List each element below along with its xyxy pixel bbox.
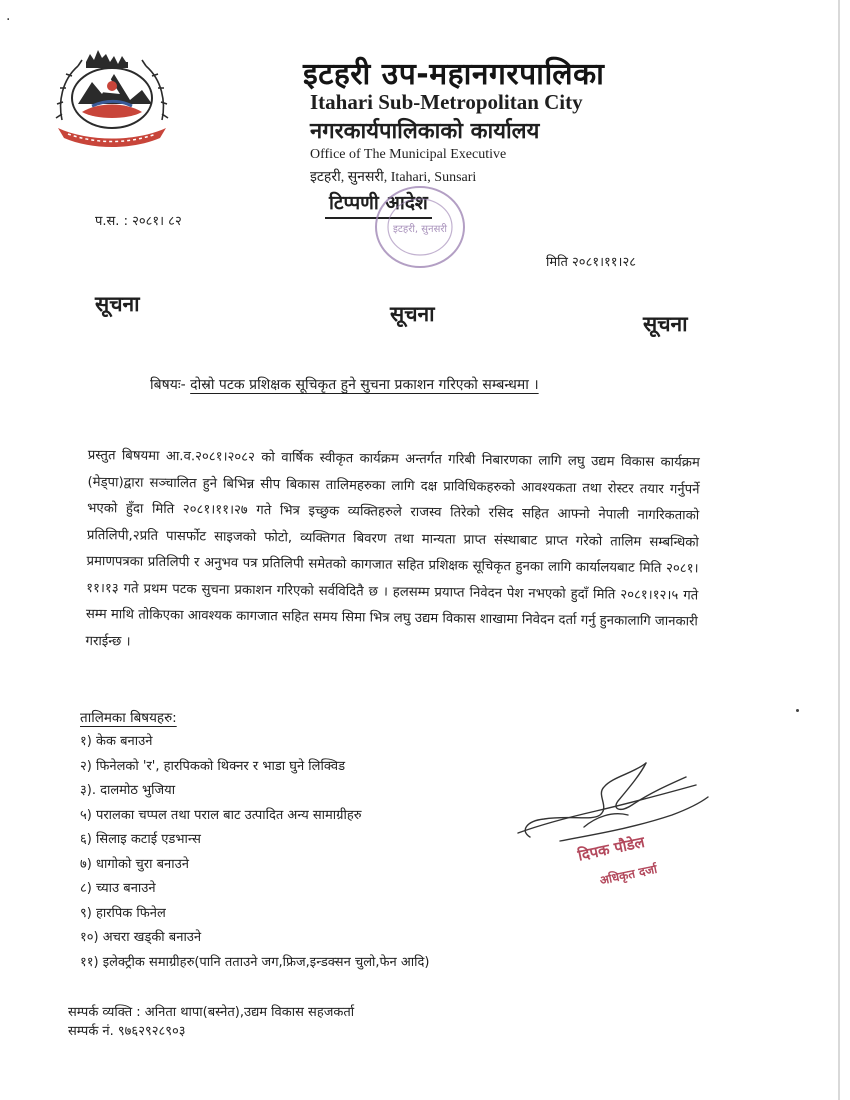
org-name-english: Itahari Sub-Metropolitan City [310, 90, 583, 114]
office-address: इटहरी, सुनसरी, Itahari, Sunsari [310, 170, 477, 185]
office-name-nepali: नगरकार्यपालिकाको कार्यालय [310, 119, 540, 144]
training-topics-list [80, 730, 430, 975]
official-stamp-icon [372, 182, 468, 272]
subject-text: दोस्रो पटक प्रशिक्षक सूचिकृत हुने सुचना प्रकाशन गरिएको सम्बन्धमा । [190, 377, 539, 393]
list-item: ५) परालका चप्पल तथा पराल बाट उत्पादित अन्य सामाग्रीहरु [80, 807, 362, 823]
reference-number: प.स. : २०८१। ८२ [95, 214, 182, 229]
list-item: ६) सिलाइ कटाई एडभान्स [80, 832, 201, 847]
subject-label: बिषयः- [150, 377, 186, 393]
list-item: ३). दालमोठ भुजिया [80, 783, 176, 798]
list-item: १) केक बनाउने [80, 734, 153, 749]
municipal-emblem-icon [48, 42, 176, 150]
training-topics-title: तालिमका बिषयहरु: [80, 710, 177, 726]
stamp-text: इटहरी, सुनसरी [392, 224, 448, 235]
list-item: ८) च्याउ बनाउने [80, 881, 156, 896]
list-item: ७) धागोको चुरा बनाउने [80, 856, 189, 872]
document-type-heading: टिप्पणी आदेश [325, 189, 432, 219]
notice-heading-right: सूचना [643, 312, 688, 336]
stray-mark [796, 709, 799, 712]
contact-person: सम्पर्क व्यक्ति : अनिता थापा(बस्नेत),उद्यम विकास सहजकर्ता [68, 1005, 355, 1020]
org-name-nepali: इटहरी उप-महानगरपालिका [303, 57, 605, 92]
list-item: २) फिनेलको 'र', हारपिकको थिक्नर र भाडा घुने लिक्विड [80, 758, 346, 774]
document-date: मिति २०८१।११।२८ [546, 255, 636, 270]
signer-title-stamp: अधिकृत दर्जा [598, 861, 659, 888]
list-item: १०) अचरा खड्की बनाउने [80, 930, 202, 945]
notice-heading-left: सूचना [95, 292, 140, 316]
contact-phone: सम्पर्क नं. ९७६२९२८९०३ [68, 1024, 186, 1039]
office-name-english: Office of The Municipal Executive [310, 147, 507, 162]
body-paragraph: प्रस्तुत बिषयमा आ.व.२०८१।२०८२ को वार्षिक स्वीकृत कार्यक्रम अन्तर्गत गरिबी निबारणका लागि लघु उद्यम विकास कार्यक्रम (मेड्पा)द्वारा सञ्चालित हुने बिभिन्न सीप बिकास तालिमहरुका लागि दक्ष प्राविधिकहरुको आवश्यकता तथा रोस्टर तयार गर्नुपर्ने भएको हुँदा मिति २०८१।११।२७ गते भित्र इच्छुक व्यक्तिहरुले राजस्व तिरेको रसिद सहित आफ्नो नेपाली नागरिकताको प्रतिलिपी,२प्रति पासर्फोट साइजको फोटो, व्यक्तिगत बिवरण तथा मान्यता प्राप्त संस्थाबाट प्राप्त गरेको तालिम सम्बन्धिको प्रमाणपत्रका प्रतिलिपी र अनुभव पत्र प्रतिलिपी समेतको कागजात सहित प्रशिक्षक सूचिकृत हुनका लागि कार्यालयबाट मिति २०८१।११।१३ गते प्रथम पटक सुचना प्रकाशन गरिएको सर्वविदितै छ । हलसम्म प्रयाप्त निवेदन पेश नभएको हुदाँ मिति २०८१।१२।५ गते सम्म माथि तोकिएका आवश्यक कागजात सहित समय सिमा भित्र लघु उद्यम विकास शाखामा निवेदन दर्ता गर्नु हुनकालागि जानकारी गराईन्छ । [85, 447, 700, 650]
page-edge [838, 0, 840, 1100]
corner-mark: · [6, 12, 11, 28]
signer-name-stamp: दिपक पौडेल [576, 832, 647, 865]
list-item: ९) हारपिक फिनेल [80, 905, 166, 921]
signature-icon [500, 755, 720, 850]
subject-line [150, 375, 539, 394]
notice-heading-center: सूचना [390, 302, 435, 326]
list-item: ११) इलेक्ट्रीक समाग्रीहरु(पानि तताउने जग,फ्रिज,इन्डक्सन चुलो,फेन आदि) [80, 954, 430, 970]
